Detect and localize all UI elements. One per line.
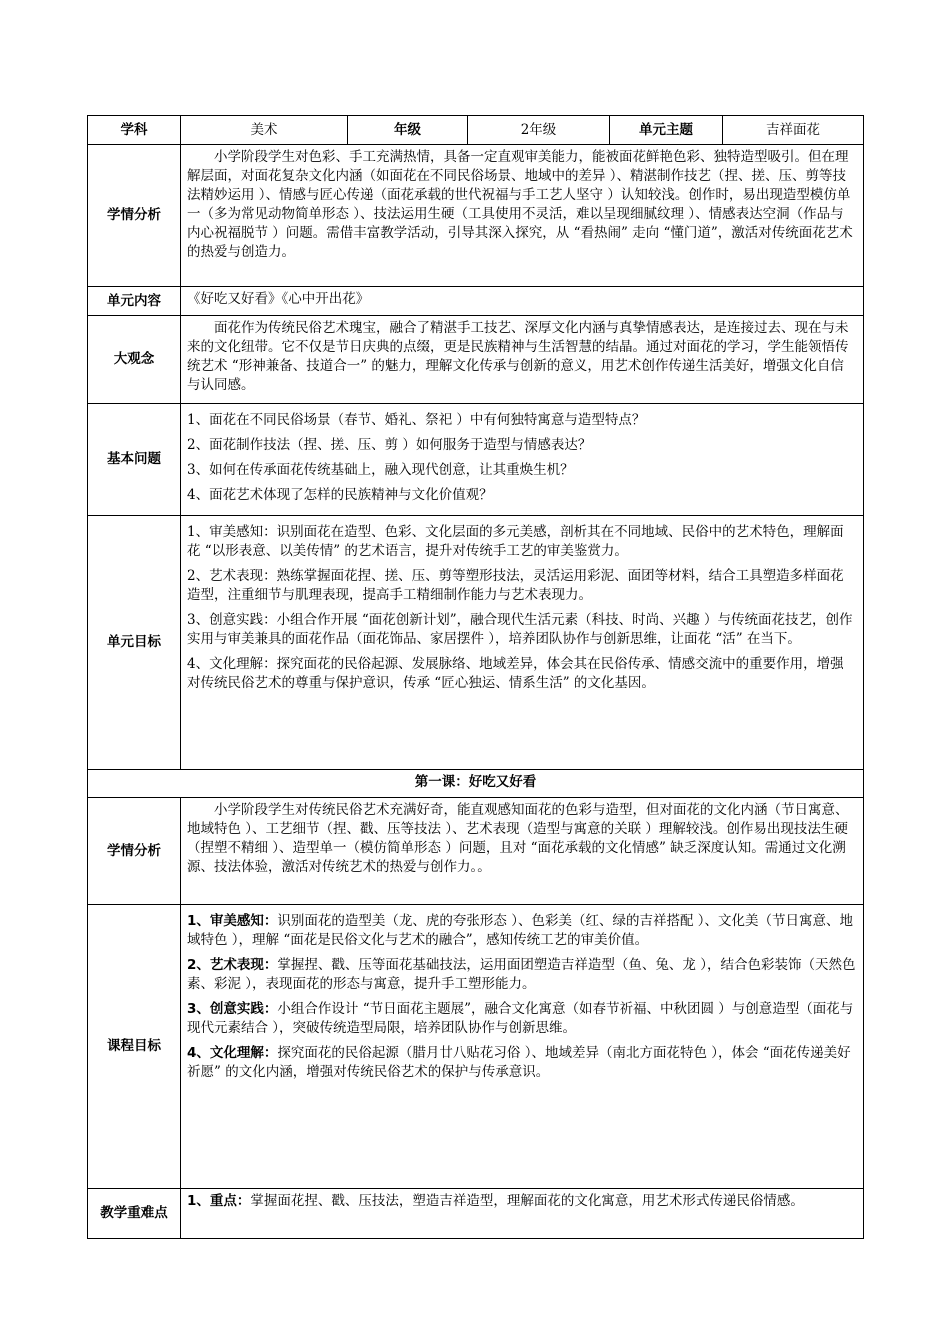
question-item: 3、如何在传承面花传统基础上，融入现代创意，让其重焕生机？ bbox=[187, 462, 574, 478]
lesson-goal-head: 1、审美感知： bbox=[187, 913, 278, 929]
unit-analysis-label: 学情分析 bbox=[88, 145, 181, 287]
lesson1-analysis-row bbox=[88, 798, 864, 905]
lesson-goal-item bbox=[187, 912, 857, 950]
big-idea-label: 大观念 bbox=[88, 316, 181, 404]
subject-label: 学科 bbox=[88, 116, 181, 145]
lesson-goal-text: 探究面花的民俗起源（腊月廿八贴花习俗 ）、地域差异（南北方面花特色 ），体会 “面花传递美好祈愿” 的文化内涵，增强对传统民俗艺术的保护与传承意识。 bbox=[187, 1045, 851, 1080]
lesson-goal-head: 2、艺术表现： bbox=[187, 957, 278, 973]
lesson-goal-text: 小组合作设计 “节日面花主题展”，融合文化寓意（如春节祈福、中秋团圆 ）与创意造型（面花与现代元素结合 ），突破传统造型局限，培养团队协作与创新思维。 bbox=[187, 1001, 854, 1036]
lesson-goal-item bbox=[187, 956, 857, 994]
lesson-goal-text: 掌握捏、戳、压等面花基础技法，运用面团塑造吉祥造型（鱼、兔、龙 ），结合色彩装饰（天然色素、彩泥 ），表现面花的形态与寓意，提升手工塑形能力。 bbox=[187, 957, 856, 992]
lesson-goal-head: 4、文化理解： bbox=[187, 1045, 278, 1061]
lesson1-keypoints-label: 教学重难点 bbox=[88, 1189, 181, 1239]
lesson-goal-item bbox=[187, 1044, 857, 1082]
unit-goals-row bbox=[88, 516, 864, 770]
keypoint-head: 1、重点： bbox=[187, 1193, 251, 1209]
unit-goal-item: 1、审美感知：识别面花在造型、色彩、文化层面的多元美感，剖析其在不同地域、民俗中的艺术特色，理解面花 “以形表意、以美传情” 的艺术语言，提升对传统手工艺的审美鉴赏力。 bbox=[187, 524, 844, 559]
lesson1-title-row bbox=[88, 770, 864, 798]
keypoint-text: 掌握面花捏、戳、压技法，塑造吉祥造型，理解面花的文化寓意，用艺术形式传递民俗情感。 bbox=[250, 1193, 804, 1209]
question-item: 4、面花艺术体现了怎样的民族精神与文化价值观？ bbox=[187, 487, 493, 503]
lesson-goal-text: 识别面花的造型美（龙、虎的夸张形态 ）、色彩美（红、绿的吉祥搭配 ）、文化美（节日寓意、地域特色 ），理解 “面花是民俗文化与艺术的融合”，感知传统工艺的审美价值。 bbox=[187, 913, 853, 948]
lesson1-analysis-label: 学情分析 bbox=[88, 798, 181, 905]
unit-goals-label: 单元目标 bbox=[88, 516, 181, 770]
unit-content-text: 《好吃又好看》《心中开出花》 bbox=[181, 287, 864, 316]
questions-label: 基本问题 bbox=[88, 404, 181, 516]
lesson1-goals-cell bbox=[181, 905, 864, 1189]
big-idea-cell bbox=[181, 316, 864, 404]
grade-value: 2年级 bbox=[468, 116, 610, 145]
unit-analysis-cell bbox=[181, 145, 864, 287]
grade-label: 年级 bbox=[348, 116, 468, 145]
lesson-plan-table bbox=[87, 115, 864, 1239]
lesson1-analysis-text: 小学阶段学生对传统民俗艺术充满好奇，能直观感知面花的色彩与造型，但对面花的文化内涵（节日寓意、地域特色 ）、工艺细节（捏、戳、压等技法 ）、艺术表现（造型与寓意的关联 ）理解较浅。创作易出现技法生硬（捏塑不精细 ）、造型单一（模仿简单形态 ）问题，且对 “面花承载的文化情感” 缺乏深度认知。需通过文化溯源、技法体验，激活对传统艺术的热爱与创作力。。 bbox=[187, 802, 849, 875]
unit-analysis-row bbox=[88, 145, 864, 287]
header-row bbox=[88, 116, 864, 145]
unit-content-label: 单元内容 bbox=[88, 287, 181, 316]
subject-value: 美术 bbox=[181, 116, 348, 145]
lesson-goal-item bbox=[187, 1000, 857, 1038]
question-item: 1、面花在不同民俗场景（春节、婚礼、祭祀 ）中有何独特寓意与造型特点？ bbox=[187, 412, 646, 428]
lesson1-analysis-cell bbox=[181, 798, 864, 905]
question-item: 2、面花制作技法（捏、搓、压、剪 ）如何服务于造型与情感表达？ bbox=[187, 437, 592, 453]
lesson1-title: 第一课：好吃又好看 bbox=[88, 770, 864, 798]
lesson1-keypoints-cell bbox=[181, 1189, 864, 1239]
lesson1-goals-label: 课程目标 bbox=[88, 905, 181, 1189]
questions-row bbox=[88, 404, 864, 516]
unit-goal-item: 3、创意实践：小组合作开展 “面花创新计划”，融合现代生活元素（科技、时尚、兴趣 ）与传统面花技艺，创作实用与审美兼具的面花作品（面花饰品、家居摆件 ），培养团队协作与创新思维，让面花 “活” 在当下。 bbox=[187, 612, 853, 647]
lesson-goal-head: 3、创意实践： bbox=[187, 1001, 278, 1017]
unit-content-row bbox=[88, 287, 864, 316]
lesson1-goals-row bbox=[88, 905, 864, 1189]
unit-goals-cell bbox=[181, 516, 864, 770]
theme-label: 单元主题 bbox=[610, 116, 723, 145]
unit-goal-item: 2、艺术表现：熟练掌握面花捏、搓、压、剪等塑形技法，灵活运用彩泥、面团等材料，结合工具塑造多样面花造型，注重细节与肌理表现，提高手工精细制作能力与艺术表现力。 bbox=[187, 568, 844, 603]
unit-analysis-text: 小学阶段学生对色彩、手工充满热情，具备一定直观审美能力，能被面花鲜艳色彩、独特造型吸引。但在理解层面，对面花复杂文化内涵（如面花在不同民俗场景、地域中的差异 ）、精湛制作技艺（捏、搓、压、剪等技法精妙运用 ）、情感与匠心传递（面花承载的世代祝福与手工艺人坚守 ）认知较浅。创作时，易出现造型模仿单一（多为常见动物简单形态 ）、技法运用生硬（工具使用不灵活，难以呈现细腻纹理 ）、情感表达空洞（作品与内心祝福脱节 ）问题。需借丰富教学活动，引导其深入探究，从 “看热闹” 走向 “懂门道”，激活对传统面花艺术的热爱与创造力。 bbox=[187, 149, 853, 260]
theme-value: 吉祥面花 bbox=[723, 116, 864, 145]
lesson1-keypoints-row bbox=[88, 1189, 864, 1239]
big-idea-text: 面花作为传统民俗艺术瑰宝，融合了精湛手工技艺、深厚文化内涵与真挚情感表达，是连接过去、现在与未来的文化纽带。它不仅是节日庆典的点缀，更是民族精神与生活智慧的结晶。通过对面花的学习，学生能领悟传统艺术 “形神兼备、技道合一” 的魅力，理解文化传承与创新的意义，用艺术创作传递生活美好，增强文化自信与认同感。 bbox=[187, 320, 849, 393]
keypoint-item bbox=[187, 1192, 857, 1211]
big-idea-row bbox=[88, 316, 864, 404]
unit-goal-item: 4、文化理解：探究面花的民俗起源、发展脉络、地域差异，体会其在民俗传承、情感交流中的重要作用，增强对传统民俗艺术的尊重与保护意识，传承 “匠心独运、情系生活” 的文化基因。 bbox=[187, 656, 844, 691]
questions-cell bbox=[181, 404, 864, 516]
